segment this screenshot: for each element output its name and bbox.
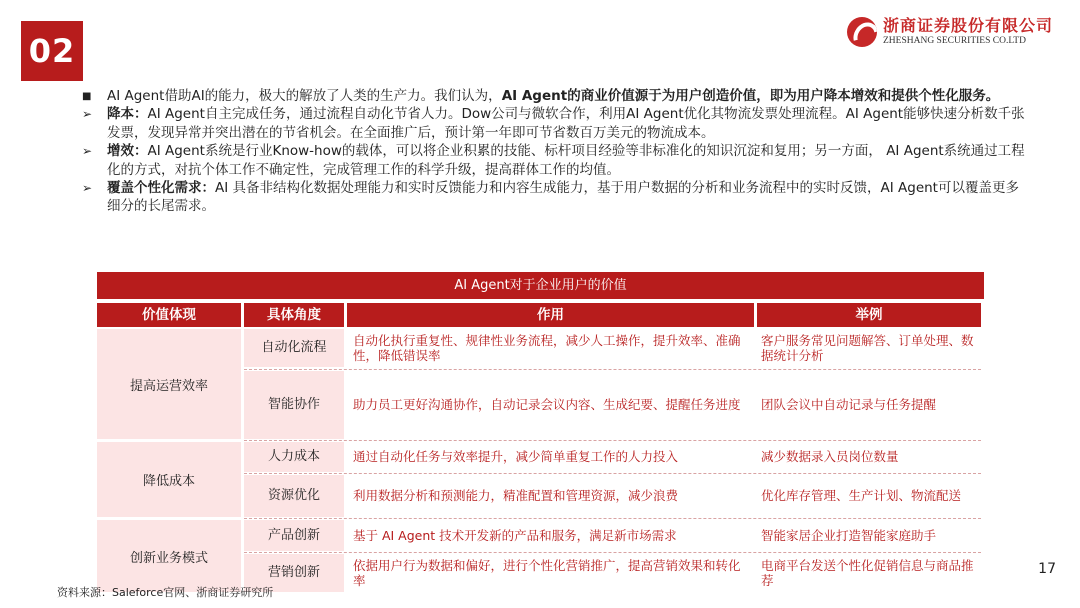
row-divider bbox=[244, 552, 981, 553]
bullet-list bbox=[82, 87, 1032, 216]
bullet-intro bbox=[82, 87, 1032, 105]
table-row bbox=[244, 554, 981, 592]
example-cell: 优化库存管理、生产计划、物流配送 bbox=[761, 488, 962, 504]
bullet-text: AI 具备非结构化数据处理能力和实时反馈能力和内容生成能力，基于用户数据的分析和业务流程中的实时反馈，AI Agent可以覆盖更多细分的长尾需求。 bbox=[107, 180, 1019, 215]
group-cell: 提高运营效率 bbox=[97, 329, 241, 439]
group-cell: 降低成本 bbox=[97, 442, 241, 517]
brand-name-en: ZHESHANG SECURITIES CO.LTD bbox=[882, 36, 1026, 46]
example-cell: 电商平台发送个性化促销信息与商品推荐 bbox=[761, 557, 974, 588]
example-cell: 智能家居企业打造智能家庭助手 bbox=[761, 527, 937, 543]
example-cell: 客户服务常见问题解答、订单处理、数据统计分析 bbox=[761, 332, 974, 363]
bullet-cost-reduction bbox=[82, 105, 1032, 142]
sub-angle-cell: 产品创新 bbox=[244, 520, 344, 551]
function-cell: 利用数据分析和预测能力，精准配置和管理资源，减少浪费 bbox=[353, 488, 679, 504]
brand-name-cn: 浙商证券股份有限公司 bbox=[882, 16, 1053, 35]
row-divider bbox=[244, 518, 981, 519]
row-divider bbox=[244, 473, 981, 474]
square-bullet-icon: ■ bbox=[82, 91, 92, 102]
table-title: AI Agent对于企业用户的价值 bbox=[97, 272, 984, 299]
arrow-bullet-icon: ➢ bbox=[82, 107, 93, 122]
sub-angle-cell: 自动化流程 bbox=[244, 329, 344, 367]
company-logo-icon bbox=[847, 17, 877, 47]
table-header-row bbox=[97, 303, 984, 327]
row-divider bbox=[244, 440, 981, 441]
function-cell: 基于 AI Agent 技术开发新的产品和服务，满足新市场需求 bbox=[353, 527, 677, 543]
bullet-title: 覆盖个性化需求： bbox=[107, 180, 215, 197]
arrow-bullet-icon: ➢ bbox=[82, 144, 93, 159]
bullet-text: AI Agent系统是行业Know-how的载体，可以将企业积累的技能、标杆项目经验等非标准化的知识沉淀和复用；另一方面， AI Agent系统通过工程化的方式，对抗个体工作不确定性，完成管理工作的科学升级，提高群体工作的均值。 bbox=[107, 143, 1025, 178]
bullet-title: 降本： bbox=[107, 106, 148, 123]
source-note: 资料来源：Saleforce官网、浙商证券研究所 bbox=[57, 586, 274, 599]
column-header: 举例 bbox=[757, 303, 981, 327]
column-header: 具体角度 bbox=[244, 303, 344, 327]
table-row bbox=[244, 371, 981, 439]
group-cell: 创新业务模式 bbox=[97, 520, 241, 592]
page-number: 17 bbox=[1038, 561, 1056, 577]
example-cell: 减少数据录入员岗位数量 bbox=[761, 449, 899, 465]
function-cell: 助力员工更好沟通协作，自动记录会议内容、生成纪要、提醒任务进度 bbox=[353, 397, 741, 413]
function-cell: 通过自动化任务与效率提升，减少简单重复工作的人力投入 bbox=[353, 449, 679, 465]
arrow-bullet-icon: ➢ bbox=[82, 181, 93, 196]
sub-angle-cell: 资源优化 bbox=[244, 475, 344, 517]
function-cell: 依据用户行为数据和偏好，进行个性化营销推广，提高营销效果和转化率 bbox=[353, 557, 741, 588]
column-header: 作用 bbox=[347, 303, 754, 327]
sub-angle-cell: 营销创新 bbox=[244, 554, 344, 592]
function-cell: 自动化执行重复性、规律性业务流程，减少人工操作，提升效率、准确性，降低错误率 bbox=[353, 332, 741, 363]
bullet-text: AI Agent自主完成任务，通过流程自动化节省人力。Dow公司与微软合作，利用AI Agent优化其物流发票处理流程。AI Agent能够快速分析数千张发票，发现异常并突出潜在的节省机会。在全面推广后，预计第一年即可节省数百万美元的物流成本。 bbox=[107, 106, 1025, 141]
example-cell: 团队会议中自动记录与任务提醒 bbox=[761, 397, 937, 413]
column-header: 价值体现 bbox=[97, 303, 241, 327]
bullet-personalization bbox=[82, 179, 1032, 216]
table-body bbox=[97, 329, 984, 592]
bullet-title: 增效： bbox=[107, 143, 148, 160]
intro-bold-text: AI Agent的商业价值源于为用户创造价值，即为用户降本增效和提供个性化服务。 bbox=[501, 88, 1000, 104]
row-divider bbox=[244, 369, 981, 370]
sub-angle-cell: 智能协作 bbox=[244, 371, 344, 439]
table-row bbox=[244, 329, 981, 367]
value-table bbox=[97, 272, 984, 592]
bullet-efficiency bbox=[82, 142, 1032, 179]
sub-angle-cell: 人力成本 bbox=[244, 442, 344, 472]
table-row bbox=[244, 520, 981, 551]
table-row bbox=[244, 475, 981, 517]
brand-header bbox=[847, 17, 1053, 47]
table-row bbox=[244, 442, 981, 472]
section-number-badge: 02 bbox=[21, 21, 83, 81]
intro-text: AI Agent借助AI的能力，极大的解放了人类的生产力。我们认为， bbox=[107, 88, 502, 104]
